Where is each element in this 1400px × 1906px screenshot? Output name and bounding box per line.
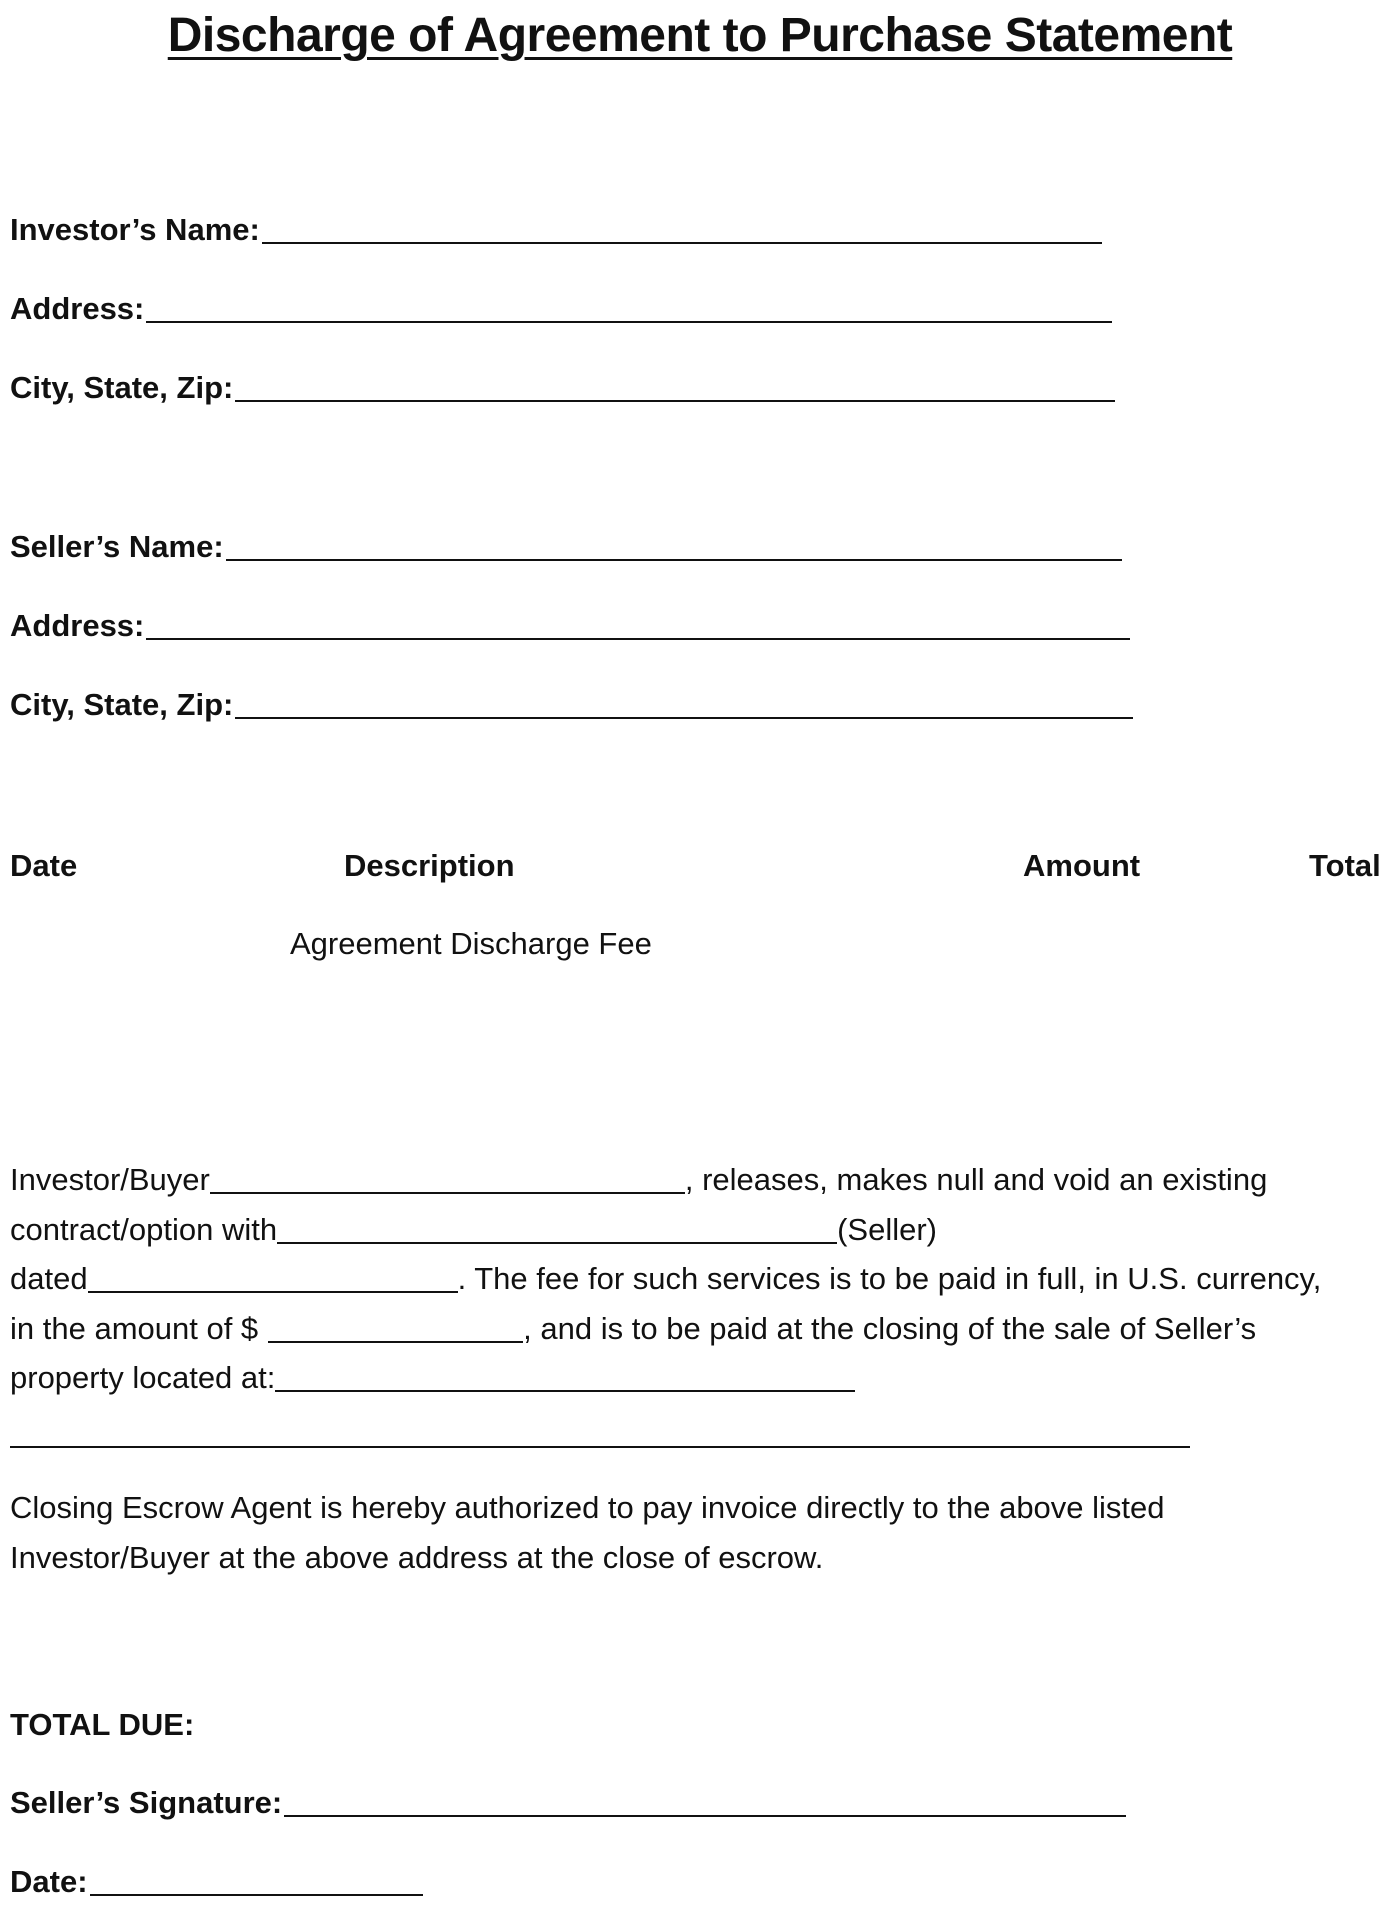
release-line-1 (10, 1160, 1267, 1200)
investor-address-line[interactable] (146, 321, 1112, 323)
release-line-4-text: , and is to be paid at the closing of the sale of Seller’s (523, 1311, 1257, 1346)
release-property-blank[interactable] (275, 1360, 855, 1392)
release-line-5 (10, 1358, 855, 1398)
release-property-label: property located at: (10, 1360, 276, 1395)
seller-city-label: City, State, Zip: (10, 687, 234, 722)
total-due-label: TOTAL DUE: (10, 1707, 195, 1742)
seller-city-field[interactable] (10, 685, 1133, 725)
release-line-3-text: . The fee for such services is to be paid in full, in U.S. currency, (457, 1261, 1322, 1296)
release-dated-label: dated (10, 1261, 88, 1296)
seller-signature-line[interactable] (284, 1815, 1126, 1817)
seller-name-field[interactable] (10, 527, 1122, 567)
seller-address-field[interactable] (10, 606, 1130, 646)
seller-signature-field[interactable] (10, 1783, 1126, 1823)
table-header-description: Description (344, 848, 515, 883)
escrow-line-2: Investor/Buyer at the above address at the close of escrow. (10, 1540, 824, 1575)
release-line-2 (10, 1210, 937, 1250)
seller-address-line[interactable] (146, 638, 1130, 640)
release-amount-blank[interactable] (268, 1311, 523, 1343)
investor-name-field[interactable] (10, 210, 1102, 250)
release-property-continuation-line[interactable] (10, 1446, 1190, 1448)
escrow-line-1: Closing Escrow Agent is hereby authorized to pay invoice directly to the above listed (10, 1490, 1165, 1525)
investor-name-label: Investor’s Name: (10, 212, 260, 247)
release-seller-blank[interactable] (277, 1212, 837, 1244)
release-seller-suffix: (Seller) (837, 1212, 937, 1247)
footer-date-line[interactable] (90, 1894, 423, 1896)
footer-date-label: Date: (10, 1864, 88, 1899)
footer-date-field[interactable] (10, 1862, 423, 1902)
release-line-1-text: , releases, makes null and void an existing (684, 1162, 1268, 1197)
seller-signature-label: Seller’s Signature: (10, 1785, 283, 1820)
table-row-description: Agreement Discharge Fee (290, 926, 652, 961)
release-amount-label: in the amount of $ (10, 1311, 259, 1346)
investor-city-label: City, State, Zip: (10, 370, 234, 405)
seller-name-label: Seller’s Name: (10, 529, 224, 564)
table-header-total: Total (1309, 848, 1381, 883)
table-header-date: Date (10, 848, 78, 883)
release-investor-label: Investor/Buyer (10, 1162, 210, 1197)
release-contract-label: contract/option with (10, 1212, 278, 1247)
investor-city-line[interactable] (235, 400, 1115, 402)
investor-address-field[interactable] (10, 289, 1112, 329)
release-investor-blank[interactable] (210, 1162, 685, 1194)
seller-address-label: Address: (10, 608, 145, 643)
investor-city-field[interactable] (10, 368, 1115, 408)
release-line-3 (10, 1259, 1321, 1299)
seller-city-line[interactable] (235, 717, 1133, 719)
investor-address-label: Address: (10, 291, 145, 326)
document-title: Discharge of Agreement to Purchase Statement (167, 9, 1233, 62)
release-date-blank[interactable] (88, 1261, 458, 1293)
release-line-4 (10, 1309, 1256, 1349)
investor-name-line[interactable] (262, 242, 1102, 244)
seller-name-line[interactable] (226, 559, 1122, 561)
table-header-amount: Amount (1023, 848, 1141, 883)
